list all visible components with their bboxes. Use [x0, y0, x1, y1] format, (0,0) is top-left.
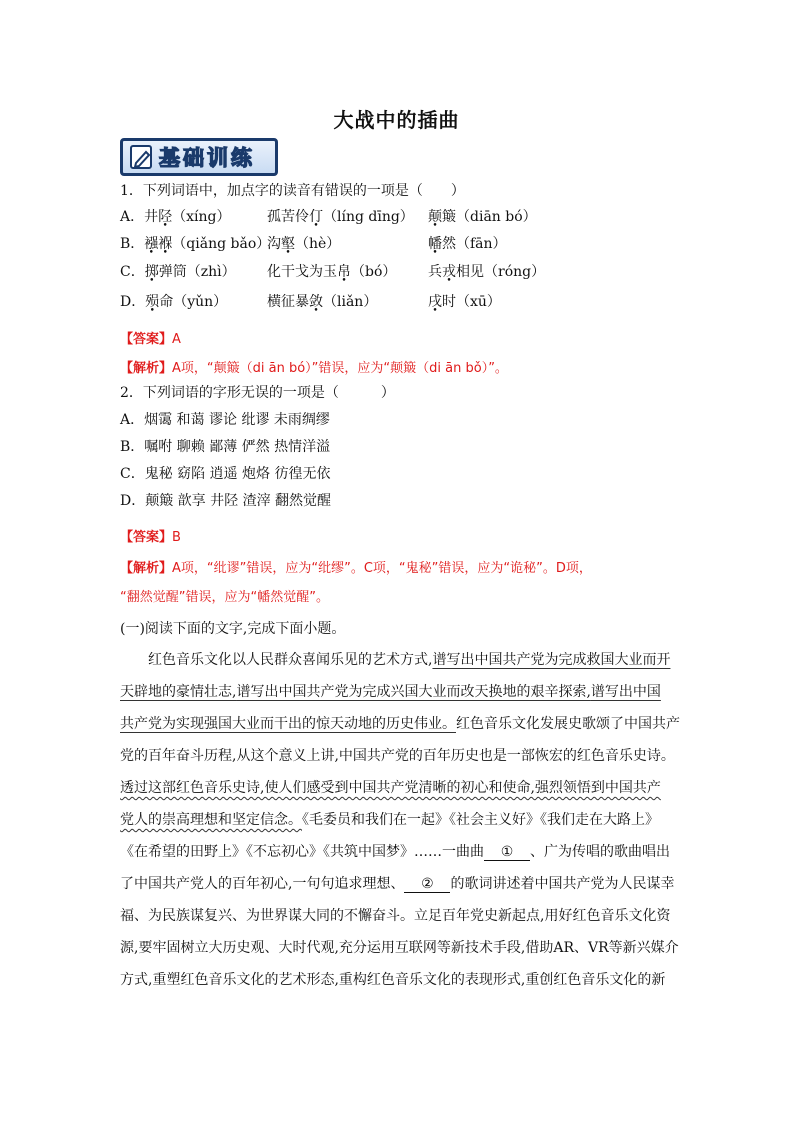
q1-a1: A．井陉（xíng） [120, 209, 231, 225]
passage-line-7: 《在希望的田野上》《不忘初心》《共筑中国梦》……一曲曲 ① 、广为传唱的歌曲唱出 [120, 844, 670, 860]
passage-line-11: 方式,重塑红色音乐文化的艺术形态,重构红色音乐文化的表现形式,重创红色音乐文化的新 [120, 972, 666, 988]
q1-c1: C．掷弹筒（zhì） [120, 264, 236, 280]
passage-line-2: 天辟地的豪情壮志,谱写出中国共产党为完成兴国大业而改天换地的艰辛探索,谱写出中国 [120, 684, 661, 700]
q2-option-c: C．鬼秘 窈陷 逍遥 炮烙 彷徨无依 [120, 466, 331, 482]
passage-line-8: 了中国共产党人的百年初心,一句句追求理想、 ② 的歌词讲述着中国共产党为人民谋幸 [120, 876, 675, 892]
q1-d2: 横征暴敛（liǎn） [267, 294, 378, 310]
reading-intro: (一)阅读下面的文字,完成下面小题。 [120, 621, 346, 637]
q1-c2: 化干戈为玉帛（bó） [267, 264, 397, 280]
passage-line-3: 共产党为实现强国大业而干出的惊天动地的历史伟业。红色音乐文化发展史歌颂了中国共产 [120, 716, 680, 732]
section-banner [120, 138, 278, 176]
q1-d1: D．殒命（yǔn） [120, 294, 228, 310]
q2-option-d: D．颠簸 歆享 井陉 渣滓 翻然觉醒 [120, 493, 332, 509]
passage-line-10: 源,要牢固树立大历史观、大时代观,充分运用互联网等新技术手段,借助AR、VR等新兴媒介 [120, 940, 679, 956]
q1-a3: 颠簸（diān bó） [428, 209, 537, 225]
q2-answer: 【答案】B [120, 530, 181, 545]
passage-line-5: 透过这部红色音乐史诗,使人们感受到中国共产党清晰的初心和使命,强烈领悟到中国共产 [120, 780, 661, 796]
q1-b1: B．襁褓（qiǎng bǎo） [120, 236, 271, 252]
passage-line-9: 福、为民族谋复兴、为世界谋大同的不懈奋斗。立足百年党史新起点,用好红色音乐文化资 [120, 908, 671, 924]
passage-line-4: 党的百年奋斗历程,从这个意义上讲,中国共产党的百年历史也是一部恢宏的红色音乐史诗。 [120, 748, 675, 764]
blank-2: ② [404, 876, 450, 893]
passage-line-1: 红色音乐文化以人民群众喜闻乐见的艺术方式,谱写出中国共产党为完成救国大业而开 [148, 652, 671, 668]
q1-a2: 孤苦伶仃（líng dīng） [267, 209, 414, 225]
q2-stem: 2．下列词语的字形无误的一项是（ ） [120, 385, 395, 401]
q1-d3: 戌时（xū） [428, 294, 501, 310]
q1-b3: 幡然（fān） [428, 236, 507, 252]
passage-line-6: 党人的崇高理想和坚定信念。《毛委员和我们在一起》《社会主义好》《我们走在大路上》 [120, 812, 659, 828]
blank-1: ① [484, 844, 530, 861]
q2-option-a: A．烟霭 和蔼 谬论 纰谬 未雨绸缪 [120, 412, 330, 428]
q2-analysis: 【解析】A项，“纰谬”错误，应为“纰缪”。C项，“鬼秘”错误，应为“诡秘”。D项， [120, 561, 592, 576]
q1-b2: 沟壑（hè） [267, 236, 341, 252]
q2-analysis-cont: “翻然觉醒”错误，应为“幡然觉醒”。 [120, 590, 329, 605]
q1-stem: 1．下列词语中，加点字的读音有错误的一项是（ ） [120, 183, 465, 199]
banner-label: 基础训练 [159, 146, 255, 170]
q1-answer: 【答案】A [120, 332, 181, 347]
q1-c3: 兵戎相见（róng） [428, 264, 546, 280]
q1-analysis: 【解析】A项，“颠簸（di ān bó）”错误，应为“颠簸（di ān bǒ）”。 [120, 361, 508, 376]
q2-option-b: B．嘱咐 聊赖 鄙薄 俨然 热情洋溢 [120, 439, 331, 455]
pencil-note-icon [129, 144, 155, 170]
page-title: 大战中的插曲 [333, 108, 460, 132]
